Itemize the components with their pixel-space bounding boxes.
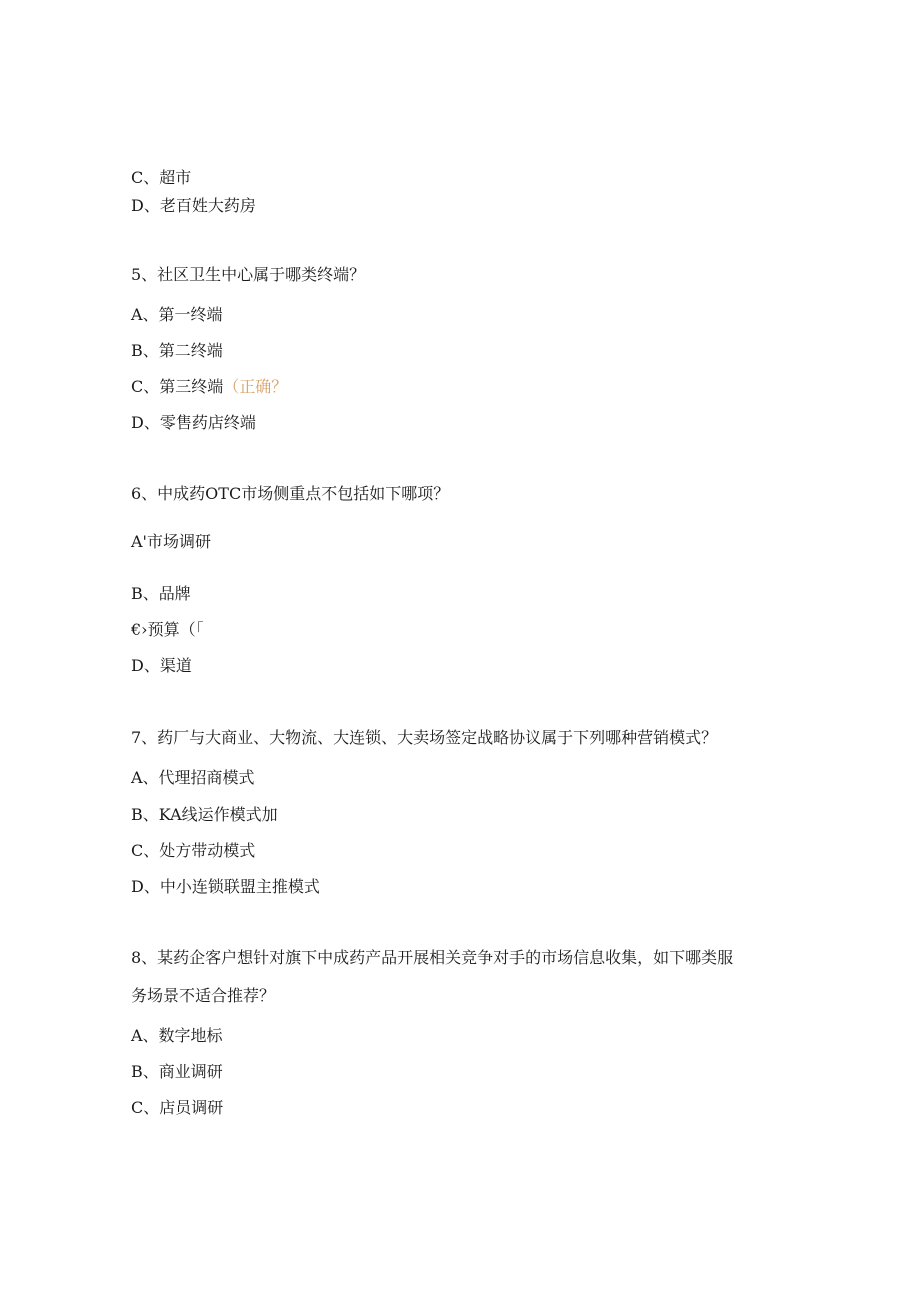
q4-option-d: D、老百姓大药房: [131, 196, 256, 215]
q7-option-b: B、KA线运作模式加: [131, 805, 278, 824]
q4-option-c: C、超市: [131, 168, 192, 187]
q5-option-a: A、第一终端: [131, 305, 223, 324]
q8-stem-line2: 务场景不适合推荐？: [131, 986, 276, 1005]
q6-option-c: €›预算（「: [131, 620, 204, 639]
q6-stem: 6、中成药OTC市场侧重点不包括如下哪项？: [131, 484, 450, 503]
q5-option-d: D、零售药店终端: [131, 413, 256, 432]
q5-option-c-label: C、第三终端: [131, 377, 224, 396]
q5-option-b: B、第二终端: [131, 341, 223, 360]
q7-option-c: C、处方带动模式: [131, 841, 256, 860]
q7-stem: 7、药厂与大商业、大物流、大连锁、大卖场签定战略协议属于下列哪种营销模式？: [131, 728, 718, 747]
q6-option-a: A'市场调研: [131, 532, 211, 551]
q7-option-d: D、中小连锁联盟主推模式: [131, 877, 320, 896]
q6-option-b: B、品牌: [131, 584, 191, 603]
q8-option-b: B、商业调研: [131, 1062, 223, 1081]
q5-stem: 5、社区卫生中心属于哪类终端？: [131, 265, 366, 284]
q5-option-c: [131, 377, 287, 397]
q8-option-c: C、店员调研: [131, 1098, 224, 1117]
q5-option-c-note: （正确？: [223, 377, 288, 396]
q8-option-a: A、数字地标: [131, 1026, 223, 1045]
q8-stem-line1: 8、某药企客户想针对旗下中成药产品开展相关竞争对手的市场信息收集，如下哪类服: [131, 948, 734, 967]
q6-option-d: D、渠道: [131, 656, 192, 675]
q7-option-a: A、代理招商模式: [131, 768, 255, 787]
